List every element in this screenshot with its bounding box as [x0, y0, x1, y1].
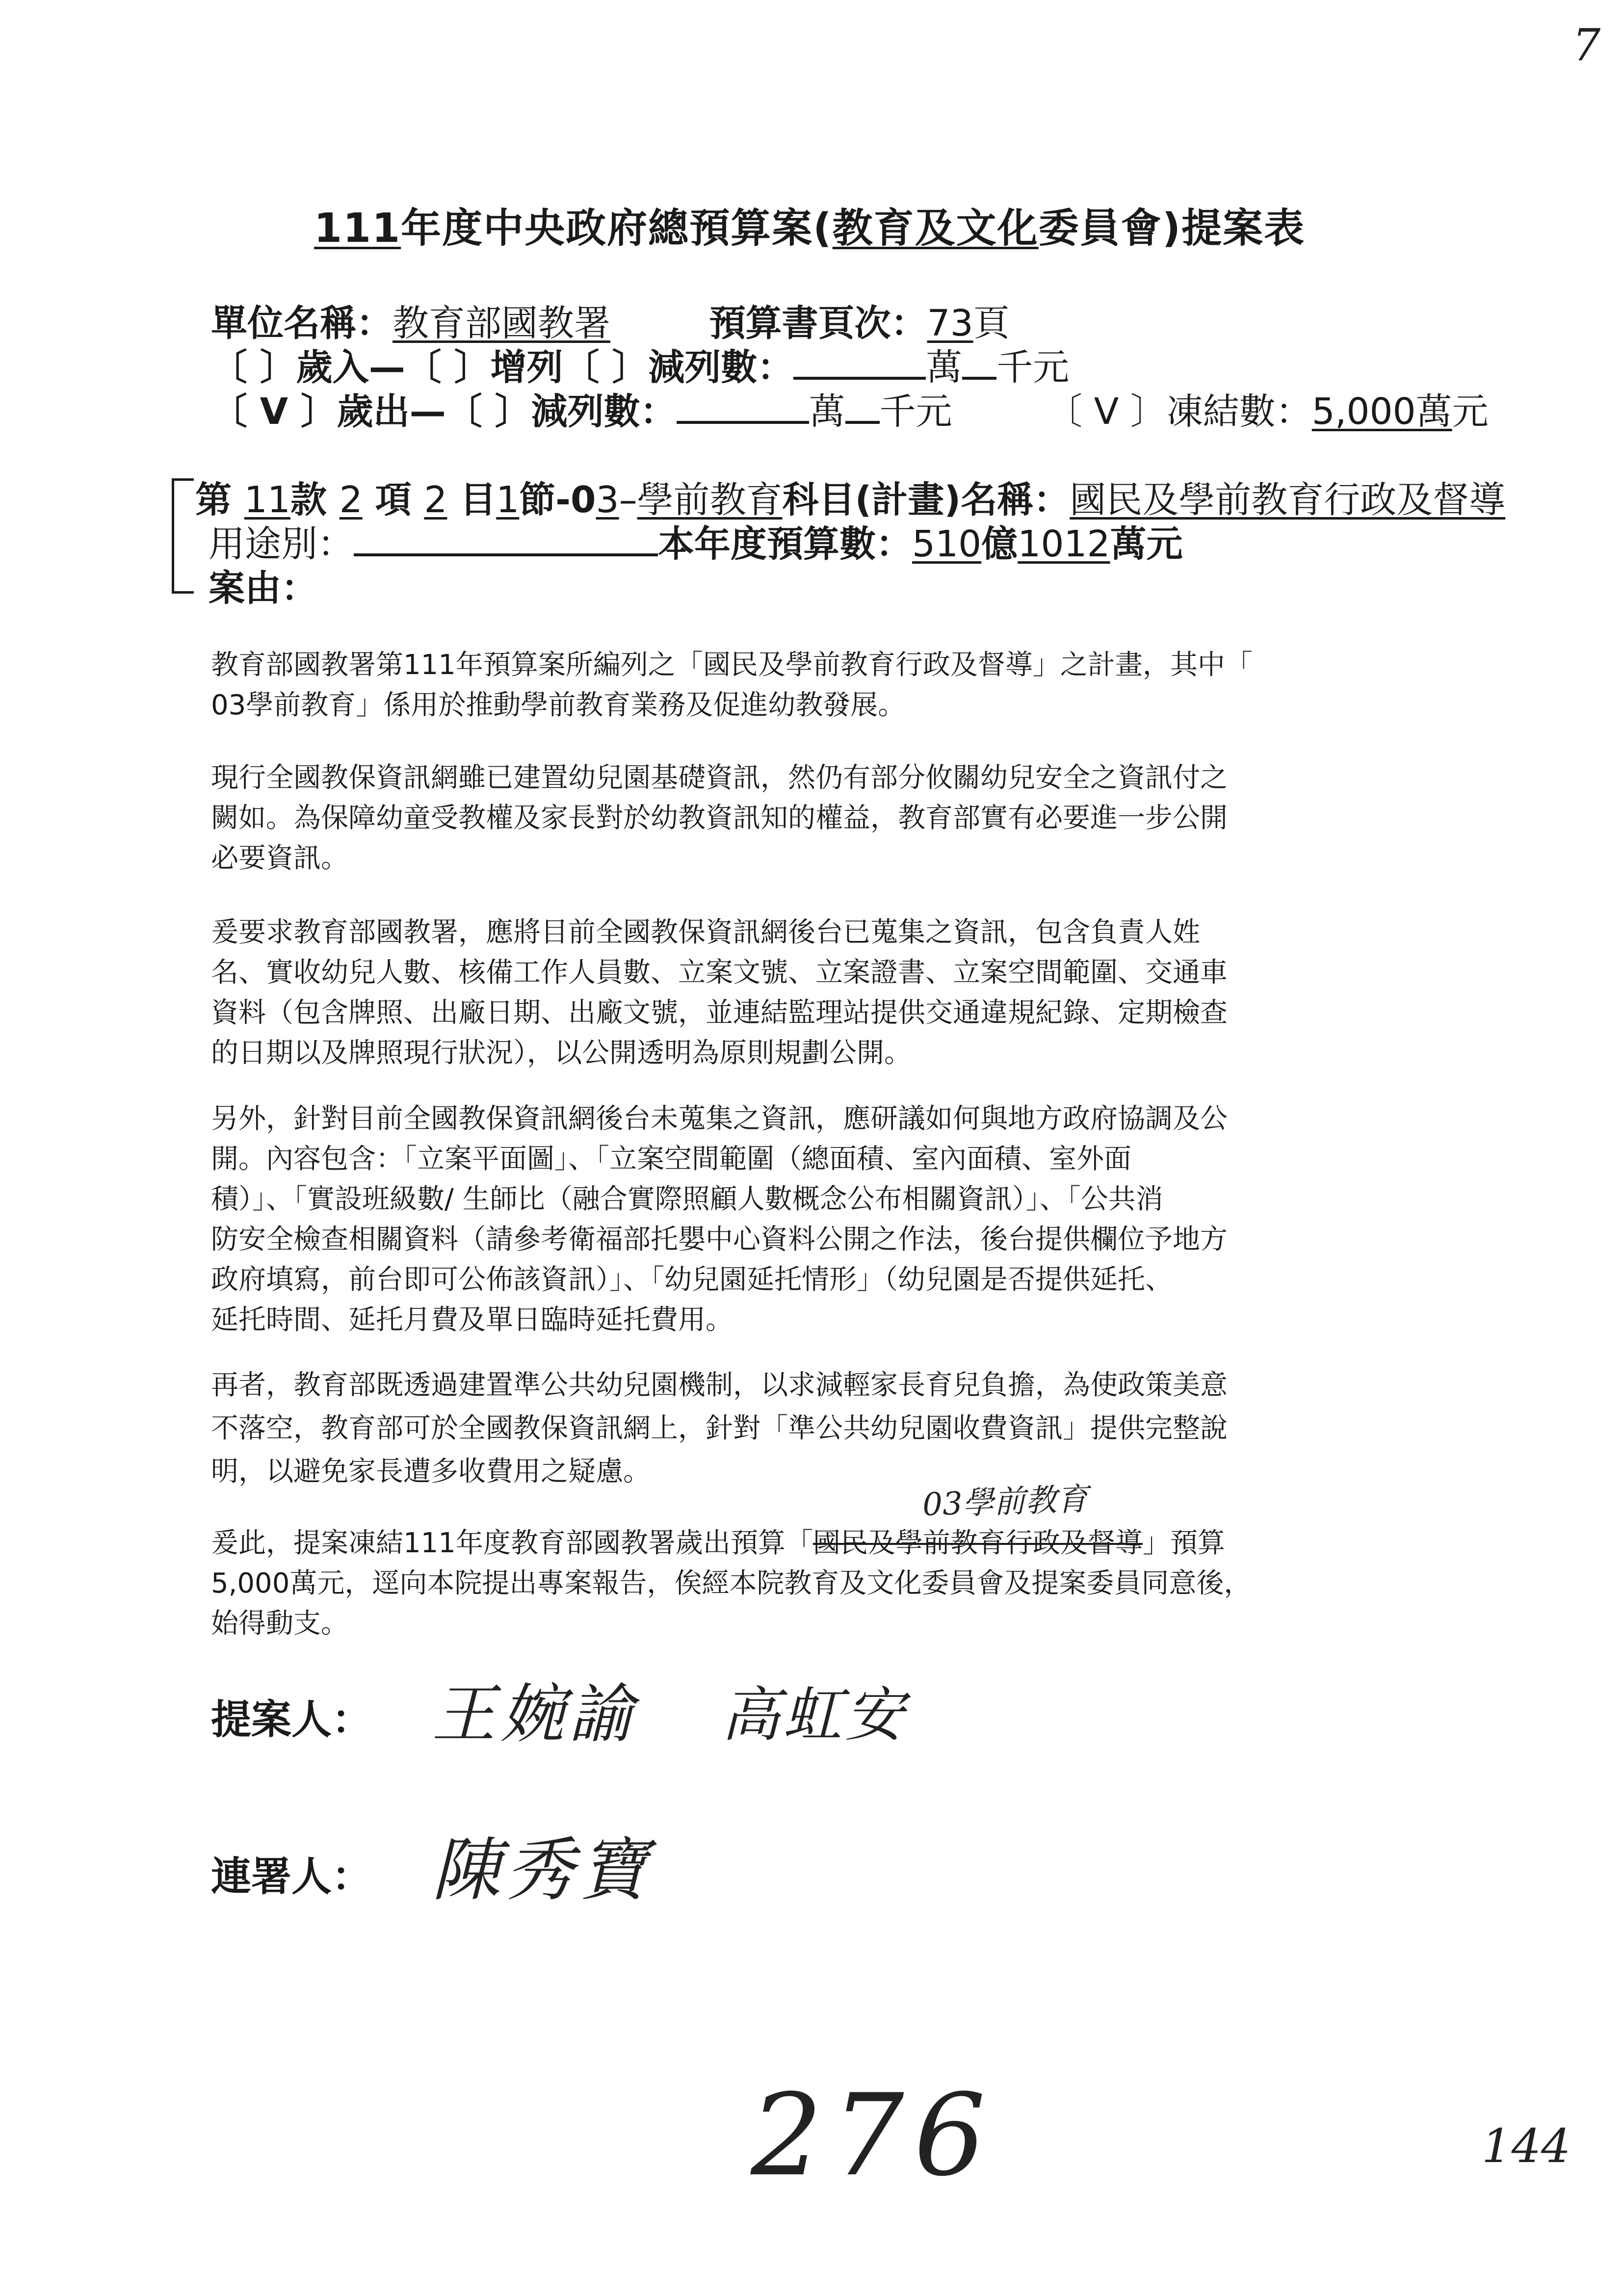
text-line: 延托時間、延托月費及單日臨時延托費用。: [211, 1304, 733, 1336]
subject-bracket: [172, 478, 194, 594]
revenue-prefix: 〔 〕歲入—〔 〕增列〔 〕減列數：: [211, 346, 794, 389]
text-line: 另外，針對目前全國教保資訊網後台未蒐集之資訊，應研議如何與地方政府協調及公: [211, 1103, 1228, 1135]
expense-line: [211, 383, 1489, 435]
text-line: 防安全檢查相關資料（請參考衛福部托嬰中心資料公開之作法，後台提供欄位予地方: [211, 1224, 1228, 1255]
text-line: 的日期以及牌照現行狀況），以公開透明為原則規劃公開。: [211, 1037, 912, 1069]
title-part2: 委員會)提案表: [1038, 205, 1306, 252]
reason-label: 案由：: [209, 567, 317, 609]
text-line: 現行全國教保資訊網雖已建置幼兒園基礎資訊，然仍有部分攸關幼兒安全之資訊付之: [211, 762, 1228, 794]
text-line: 闕如。為保障幼童受教權及家長對於幼教資訊知的權益，教育部實有必要進一步公開: [211, 802, 1228, 834]
expense-prefix: 〔 V 〕歲出—〔 〕減列數：: [211, 391, 677, 433]
handwritten-insert: 03學前教育: [922, 1481, 1089, 1523]
page-value: 73: [927, 302, 973, 344]
proposer-signature-2: 高虹安: [721, 1681, 907, 1749]
side-number: 144: [1482, 2119, 1571, 2173]
revenue-wan-blank: [793, 346, 926, 380]
budget-wan-label: 萬元: [1110, 523, 1183, 565]
final-line-3: 始得動支。: [211, 1608, 348, 1640]
title-year: 111: [314, 205, 401, 252]
text-line: 名、實收幼兒人數、核備工作人員數、立案文號、立案證書、立案空間範圍、交通車: [211, 957, 1228, 989]
budget-yi: 510: [912, 523, 982, 565]
subject-jie-label: 節-0: [519, 479, 596, 521]
text-line: 資料（包含牌照、出廠日期、出廠文號，並連結監理站提供交通違規紀錄、定期檢查: [211, 997, 1228, 1029]
text-line: 開。內容包含：「立案平面圖」、「立案空間範圍（總面積、室內面積、室外面: [211, 1143, 1131, 1175]
subject-dash: –: [619, 479, 637, 521]
page-number: 276: [751, 2070, 995, 2201]
title-committee: 教育及文化: [832, 205, 1039, 252]
page-label: 預算書頁次：: [709, 302, 927, 344]
subject-code: 3: [596, 479, 619, 521]
page-title: [314, 196, 1305, 254]
usage-blank: [354, 523, 658, 556]
subject-kuan-label: 款: [290, 479, 327, 521]
budget-wan: 1012: [1018, 523, 1110, 565]
final-paragraph: [211, 1523, 1447, 1644]
text-line: 必要資訊。: [211, 842, 348, 874]
text-line: 積）」、「實設班級數/ 生師比（融合實際照顧人數概念公布相關資訊）」、「公共消: [211, 1183, 1163, 1215]
reason-paragraph-5: [211, 1364, 1447, 1493]
text-line: 明，以避免家長遭多收費用之疑慮。: [211, 1456, 651, 1487]
subject-mu-label: 目: [460, 479, 497, 521]
reason-paragraph-2: [211, 758, 1447, 879]
expense-qian-blank: [845, 391, 880, 424]
subject-kuan: 11: [244, 479, 290, 521]
freeze-value: 5,000: [1311, 391, 1416, 433]
subject-name-label: 科目(計畫)名稱：: [782, 479, 1070, 521]
freeze-prefix: 〔 V 〕凍結數：: [1046, 391, 1312, 433]
final-line-2: 5,000萬元，逕向本院提出專案報告，俟經本院教育及文化委員會及提案委員同意後，: [211, 1567, 1252, 1599]
text-line: 政府填寫，前台即可公佈該資訊）」、「幼兒園延托情形」（幼兒園是否提供延托、: [211, 1264, 1173, 1296]
proposer-label: 提案人：: [211, 1696, 372, 1743]
page-suffix: 頁: [973, 302, 1010, 344]
subject-item: 學前教育: [637, 479, 783, 521]
budget-label: 本年度預算數：: [658, 523, 912, 565]
proposer-signature-1: 王婉諭: [432, 1677, 638, 1751]
expense-wan: 萬: [809, 391, 845, 433]
revenue-qian: 千元: [996, 346, 1070, 389]
final-line-1: [211, 1523, 1447, 1564]
text-line: 教育部國教署第111年預算案所編列之「國民及學前教育行政及督導」之計畫，其中「: [211, 649, 1253, 681]
usage-label: 用途別：: [209, 523, 354, 565]
revenue-qian-blank: [962, 346, 996, 380]
subject-name-value: 國民及學前教育行政及督導: [1070, 479, 1506, 521]
text-line: 不落空，教育部可於全國教保資訊網上，針對「準公共幼兒園收費資訊」提供完整說: [211, 1412, 1228, 1444]
reason-paragraph-1: [211, 645, 1447, 726]
reason-paragraph-3: [211, 913, 1447, 1073]
revenue-wan: 萬: [926, 346, 963, 389]
text-line: 03學前教育」係用於推動學前教育業務及促進幼教發展。: [211, 689, 906, 721]
freeze-suffix: 元: [1452, 391, 1489, 433]
subject-jie: 1: [496, 479, 520, 521]
struck-plan-name: 國民及學前教育行政及督導: [812, 1527, 1143, 1559]
title-part1: 年度中央政府總預算案(: [401, 205, 833, 252]
expense-wan-blank: [677, 391, 809, 424]
text-line: 再者，教育部既透過建置準公共幼兒園機制，以求減輕家長育兒負擔，為使政策美意: [211, 1369, 1228, 1401]
text-line: 爰要求教育部國教署，應將目前全國教保資訊網後台已蒐集之資訊，包含負責人姓: [211, 916, 1200, 948]
final-pre: 爰此，提案凍結111年度教育部國教署歲出預算「: [211, 1527, 813, 1559]
subject-di: 第: [195, 479, 232, 521]
unit-value: 教育部國教署: [393, 302, 610, 344]
corner-mark: 7: [1572, 20, 1601, 71]
expense-qian: 千元: [879, 391, 952, 433]
budget-yi-label: 億: [981, 523, 1018, 565]
usage-line: [209, 515, 1183, 567]
final-post: 」預算: [1142, 1527, 1225, 1559]
subject-xiang-label: 項: [375, 479, 412, 521]
subject-xiang: 2: [339, 479, 363, 521]
reason-paragraph-4: [211, 1099, 1447, 1340]
cosigner-label: 連署人：: [211, 1853, 372, 1900]
cosigner-signature: 陳秀寶: [432, 1830, 653, 1910]
subject-mu: 2: [424, 479, 447, 521]
freeze-wan: 萬: [1415, 391, 1452, 433]
unit-label: 單位名稱：: [211, 302, 393, 344]
